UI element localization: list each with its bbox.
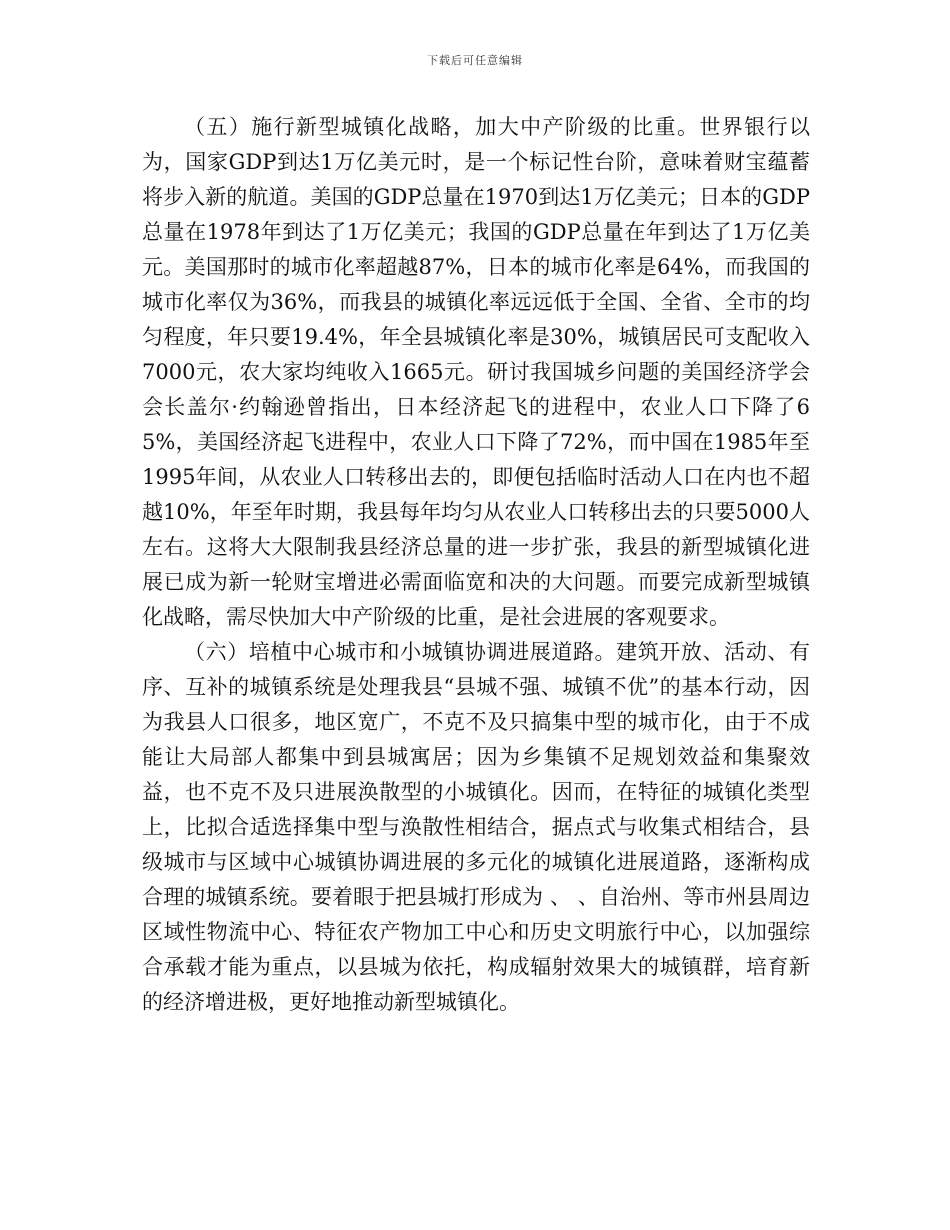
paragraph-6: （六）培植中心城市和小城镇协调进展道路。建筑开放、活动、有序、互补的城镇系统是处理我县“县城不强、城镇不优”的基本行动，因为我县人口很多，地区宽广，不克不及只搞集中型的城市化，由于不成能让大局部人都集中到县城寓居；因为乡集镇不足规划效益和集聚效益，也不克不及只进展涣散型的小城镇化。因而，在特征的城镇化类型上，比拟合适选择集中型与涣散性相结合，据点式与收集式相结合，县级城市与区域中心城镇协调进展的多元化的城镇化进展道路，逐渐构成合理的城镇系统。要着眼于把县城打形成为 、 、自治州、等市州县周边区域性物流中心、特征农产物加工中心和历史文明旅行中心，以加强综合承载才能为重点，以县城为依托，构成辐射效果大的城镇群，培育新的经济增进极，更好地推动新型城镇化。 — [142, 640, 810, 1014]
page-header-note: 下载后可任意编辑 — [427, 54, 523, 67]
paragraph-5: （五）施行新型城镇化战略，加大中产阶级的比重。世界银行以为，国家GDP到达1万亿美元时，是一个标记性台阶，意味着财宝蕴蓄将步入新的航道。美国的GDP总量在1970到达1万亿美元；日本的GDP总量在1978年到达了1万亿美元；我国的GDP总量在年到达了1万亿美元。美国那时的城市化率超越87%，日本的城市化率是64%，而我国的城市化率仅为36%，而我县的城镇化率远远低于全国、全省、全市的均匀程度，年只要19.4%，年全县城镇化率是30%，城镇居民可支配收入7000元，农大家均纯收入1665元。研讨我国城乡问题的美国经济学会会长盖尔·约翰逊曾指出，日本经济起飞的进程中，农业人口下降了65%，美国经济起飞进程中，农业人口下降了72%，而中国在1985年至1995年间，从农业人口转移出去的，即便包括临时活动人口在内也不超越10%，年至年时期，我县每年均匀从农业人口转移出去的只要5000人左右。这将大大限制我县经济总量的进一步扩张，我县的新型城镇化进展已成为新一轮财宝增进必需面临宽和决的大问题。而要完成新型城镇化战略，需尽快加大中产阶级的比重，是社会进展的客观要求。 — [142, 115, 810, 629]
document-body — [142, 110, 810, 1020]
